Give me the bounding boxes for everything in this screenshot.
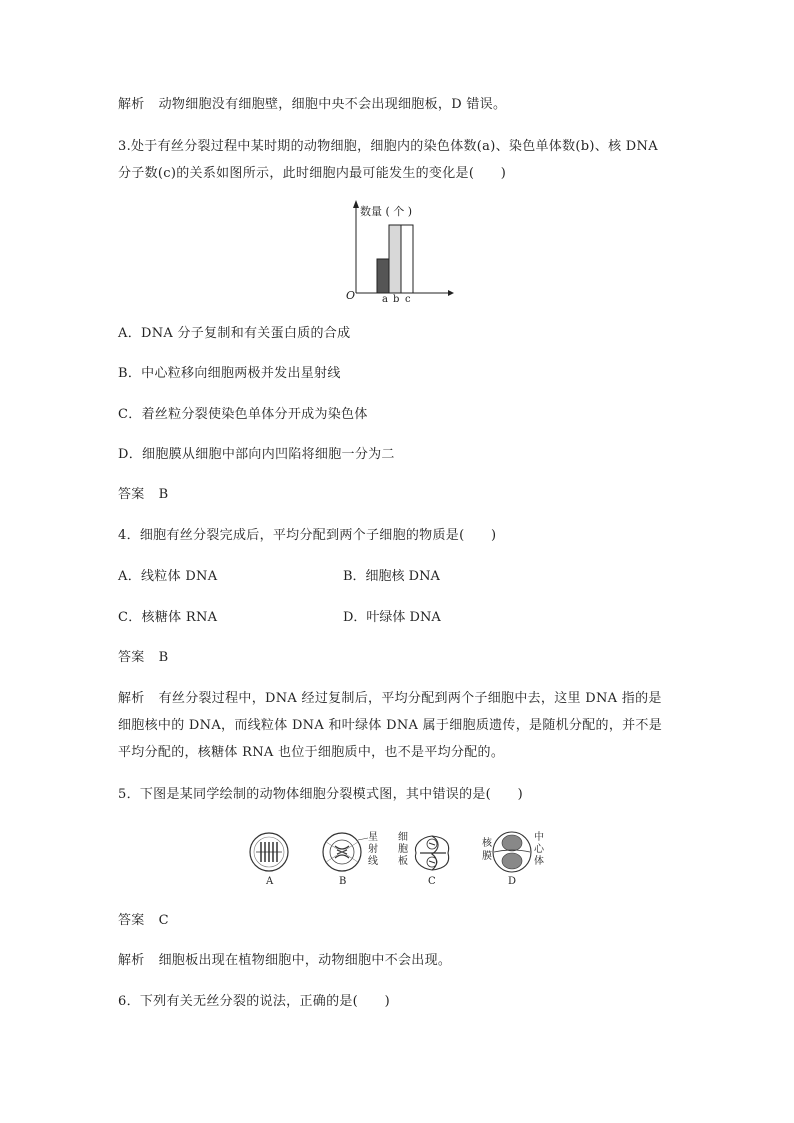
cell-label-a: A [266, 876, 274, 887]
cell-label-d: D [508, 876, 517, 887]
answer-value: B [158, 650, 169, 665]
cell-b [323, 833, 368, 871]
bar-a [377, 259, 389, 293]
bars-group [377, 225, 413, 293]
y-axis-arrow [353, 200, 359, 208]
tick-label-a: a [382, 294, 388, 305]
q5-answer [118, 912, 169, 930]
annot-c-3: 板 [398, 856, 408, 867]
annot-d-left-1: 核 [482, 838, 492, 849]
cell-label-c: C [428, 876, 436, 887]
q4-option-c: C．核糖体 RNA [118, 610, 218, 625]
answer-value: C [158, 913, 169, 928]
q3-option-d: D．细胞膜从细胞中部向内凹陷将细胞一分为二 [118, 447, 395, 462]
q4-analysis-line2: 细胞核中的 DNA，而线粒体 DNA 和叶绿体 DNA 属于细胞质遗传，是随机分配的，并不是 [118, 718, 663, 733]
y-axis-label: 数量 ( 个 ) [360, 205, 413, 218]
annot-b-3: 线 [368, 856, 378, 867]
q4-option-b: B．细胞核 DNA [343, 569, 440, 584]
annot-b-2: 射 [368, 844, 378, 855]
answer-label: 答案 [118, 913, 145, 928]
q4-answer [118, 649, 168, 667]
q4-option-d: D．叶绿体 DNA [343, 610, 441, 625]
q4-analysis-line3: 平均分配的，核糖体 RNA 也位于细胞质中，也不是平均分配的。 [118, 745, 505, 760]
cell-c [415, 836, 448, 870]
annot-d-right-2: 心 [534, 844, 544, 855]
q3-option-b: B．中心粒移向细胞两极并发出星射线 [118, 366, 341, 381]
tick-label-b: b [393, 294, 400, 305]
cell-d [493, 832, 531, 872]
q3-stem-line1: 3.处于有丝分裂过程中某时期的动物细胞，细胞内的染色体数(a)、染色单体数(b)、核 DNA [118, 139, 658, 154]
q3-answer [118, 486, 168, 504]
q3-stem-line2: 分子数(c)的关系如图所示，此时细胞内最可能发生的变化是( ) [118, 166, 507, 181]
origin-label: O [346, 289, 356, 302]
q6-stem: 6．下列有关无丝分裂的说法，正确的是( ) [118, 994, 391, 1009]
annot-d-right-3: 体 [534, 856, 544, 867]
q4-stem: 4．细胞有丝分裂完成后，平均分配到两个子细胞的物质是( ) [118, 528, 497, 543]
q4-analysis-line1 [118, 690, 662, 708]
annot-c-2: 胞 [398, 844, 408, 855]
q4-option-a: A．线粒体 DNA [118, 569, 218, 584]
tick-label-c: c [405, 294, 411, 305]
q5-cell-figures [240, 828, 560, 892]
annot-c-1: 细 [398, 832, 408, 843]
q2-analysis [118, 96, 506, 114]
analysis-label: 解析 [118, 97, 145, 112]
cell-a [250, 833, 288, 871]
q3-option-c: C．着丝粒分裂使染色单体分开成为染色体 [118, 407, 368, 422]
q3-bar-chart [338, 198, 458, 308]
x-axis-arrow [448, 290, 454, 296]
analysis-text: 动物细胞没有细胞壁，细胞中央不会出现细胞板，D 错误。 [158, 97, 507, 112]
bar-b [389, 225, 401, 293]
answer-value: B [158, 487, 169, 502]
cell-label-b: B [339, 876, 347, 887]
annot-d-right-1: 中 [534, 832, 544, 843]
annot-d-left-2: 膜 [482, 851, 492, 862]
analysis-label: 解析 [118, 953, 145, 968]
analysis-text: 有丝分裂过程中，DNA 经过复制后，平均分配到两个子细胞中去，这里 DNA 指的是 [158, 691, 662, 706]
q5-analysis [118, 952, 451, 970]
analysis-text: 细胞板出现在植物细胞中，动物细胞中不会出现。 [158, 953, 452, 968]
q3-option-a: A．DNA 分子复制和有关蛋白质的合成 [118, 326, 351, 341]
annot-b-1: 星 [368, 832, 378, 843]
q5-stem: 5．下图是某同学绘制的动物体细胞分裂模式图，其中错误的是( ) [118, 787, 524, 802]
answer-label: 答案 [118, 650, 145, 665]
bar-c [401, 225, 413, 293]
answer-label: 答案 [118, 487, 145, 502]
analysis-label: 解析 [118, 691, 145, 706]
